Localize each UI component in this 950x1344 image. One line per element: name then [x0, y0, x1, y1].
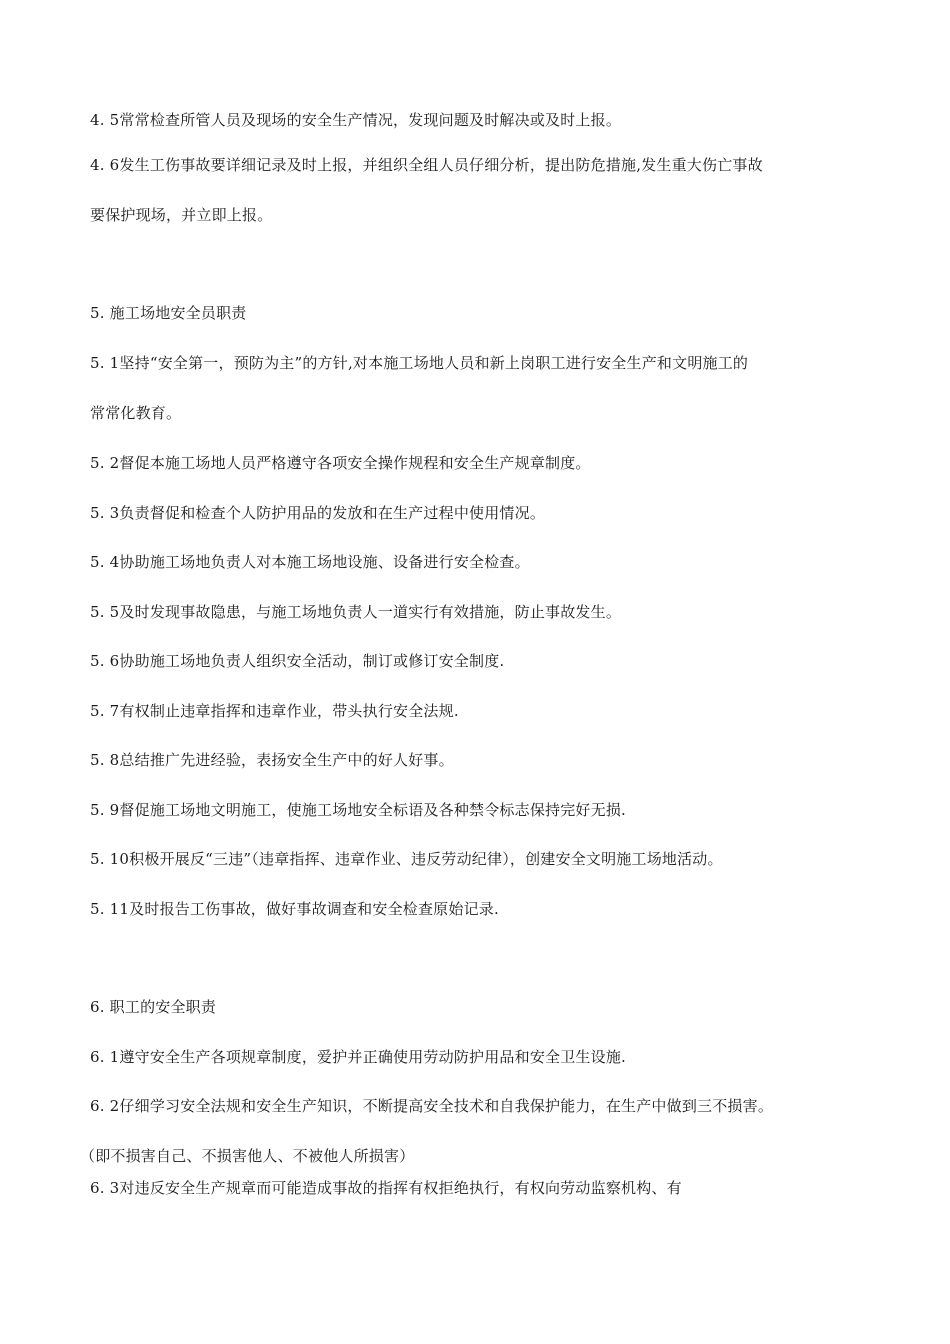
paragraph-6-2-note: （即不损害自己、不损害他人、不被他人所损害） — [80, 1147, 415, 1165]
paragraph-5-6: 5. 6协助施工场地负责人组织安全活动，制订或修订安全制度. — [90, 652, 505, 670]
paragraph-5-1-continued: 常常化教育。 — [90, 404, 182, 422]
paragraph-5-9: 5. 9督促施工场地文明施工，使施工场地安全标语及各种禁令标志保持完好无损. — [90, 801, 626, 819]
paragraph-4-6-continued: 要保护现场，并立即上报。 — [90, 206, 273, 224]
paragraph-6-2: 6. 2仔细学习安全法规和安全生产知识，不断提高安全技术和自我保护能力，在生产中做到三不损害。 — [90, 1097, 774, 1115]
paragraph-5-1: 5. 1坚持“安全第一，预防为主”的方针,对本施工场地人员和新上岗职工进行安全生产和文明施工的 — [90, 354, 749, 372]
paragraph-4-5: 4. 5常常检查所管人员及现场的安全生产情况，发现问题及时解决或及时上报。 — [90, 111, 622, 129]
paragraph-5-4: 5. 4协助施工场地负责人对本施工场地设施、设备进行安全检查。 — [90, 553, 530, 571]
paragraph-5-8: 5. 8总结推广先进经验，表扬安全生产中的好人好事。 — [90, 751, 454, 769]
paragraph-6-3: 6. 3对违反安全生产规章而可能造成事故的指挥有权拒绝执行，有权向劳动监察机构、有 — [90, 1179, 682, 1197]
section-5-heading: 5. 施工场地安全员职责 — [90, 304, 247, 322]
paragraph-4-6: 4. 6发生工伤事故要详细记录及时上报，并组织全组人员仔细分析，提出防危措施,发生重大伤亡事故 — [90, 156, 763, 174]
section-6-heading: 6. 职工的安全职责 — [90, 998, 217, 1016]
paragraph-5-2: 5. 2督促本施工场地人员严格遵守各项安全操作规程和安全生产规章制度。 — [90, 454, 591, 472]
paragraph-5-5: 5. 5及时发现事故隐患，与施工场地负责人一道实行有效措施，防止事故发生。 — [90, 603, 622, 621]
paragraph-6-1: 6. 1遵守安全生产各项规章制度，爱护并正确使用劳动防护用品和安全卫生设施. — [90, 1048, 626, 1066]
paragraph-5-3: 5. 3负责督促和检查个人防护用品的发放和在生产过程中使用情况。 — [90, 504, 546, 522]
paragraph-5-10: 5. 10积极开展反“三违”（违章指挥、违章作业、违反劳动纪律），创建安全文明施工场地活动。 — [90, 850, 723, 868]
paragraph-5-7: 5. 7有权制止违章指挥和违章作业，带头执行安全法规. — [90, 702, 459, 720]
paragraph-5-11: 5. 11及时报告工伤事故，做好事故调查和安全检查原始记录. — [90, 900, 499, 918]
